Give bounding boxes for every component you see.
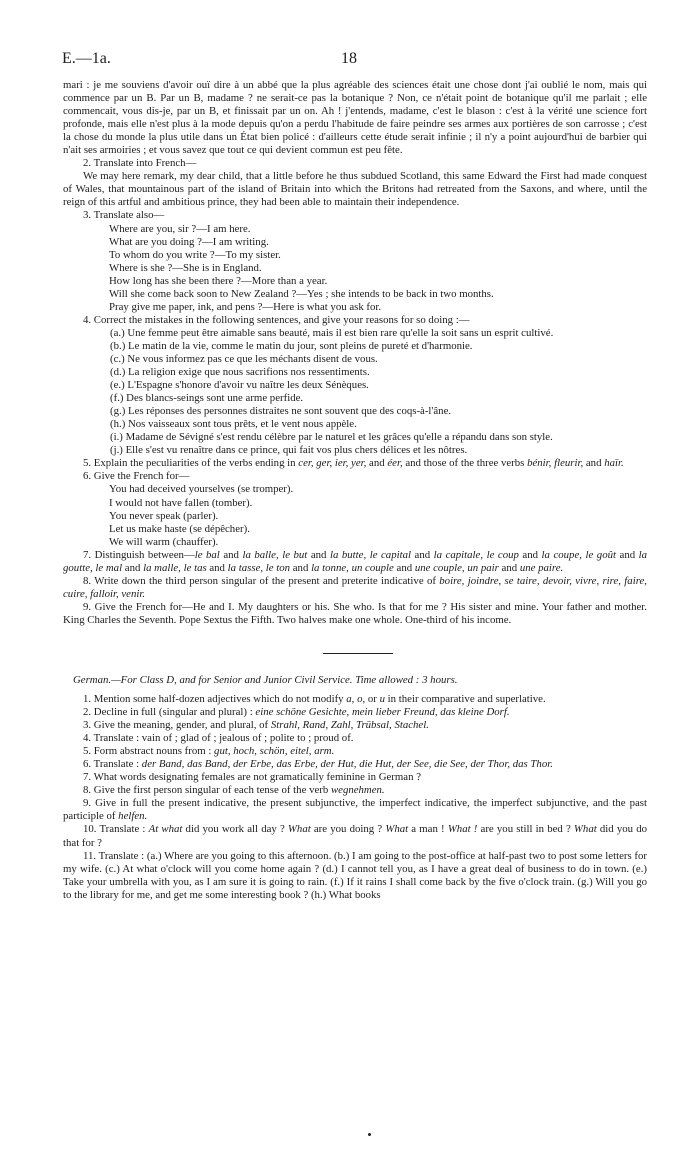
q7-term: la malle, (143, 561, 181, 574)
german-q10-text: a man ! (408, 823, 448, 836)
q8-text: 8. Write down the third person singular of the present and preterite indicative of (83, 574, 440, 587)
q7-term: le ton (265, 561, 291, 574)
q7-and: and (219, 548, 243, 561)
q3-line: Where is she ?—She is in England. (109, 261, 262, 274)
q7-term: une paire. (519, 561, 564, 574)
german-q6-words: der Band, das Band, der Erbe, das Erbe, der Hut, die Hut, der See, die See, der Thor, das Thor. (141, 758, 553, 771)
german-q6-text: 6. Translate : (83, 758, 142, 771)
q7 (63, 549, 647, 575)
german-q1 (63, 693, 647, 706)
vowel-a: a (346, 693, 352, 706)
german-section-heading: German.—For Class D, and for Senior and Junior Civil Service. Time allowed : 3 hours. (73, 673, 458, 686)
q6-line: You had deceived yourselves (se tromper). (109, 483, 294, 496)
french-q1-continuation: mari : je me souviens d'avoir ouï dire à un abbé que la plus agréable des sciences était une chose dont j'ai oublié le nom, mais qui commence par un B. Par un B, madame ? ne serait-ce pas la botanique ? Non, ce n'était point de botanique qu'il me parlait ; elle commencait, vous dis-je, par un B, et finissait par un on. Ah ! j'entends, madame, c'est le blason : c'est à la vérité une science fort profonde, mais elle n'est plus à la mode depuis qu'on a perdu l'habitude de faire peindre ses armes aux portières de son carrosse ; c'est la chose du monde la plus utile dans un État bien policé : d'ailleurs cette étude serait infinie ; il n'y a point aujourd'hui de barbier qui n'ait ses armoiries ; et vous savez que tout ce qui devient commun est peu fête. (63, 79, 647, 157)
q5-text: and (583, 457, 605, 470)
q7-and: and (307, 548, 330, 561)
q7-and: and (518, 548, 542, 561)
q4-item: (h.) Nos vaisseaux sont tous prêts, et le vent nous appèle. (110, 418, 357, 431)
german-q5-words: gut, hoch, schön, eitel, arm. (214, 745, 335, 758)
german-q2-phrase: eine schöne Gesichte, mein lieber Freund, das kleine Dorf. (255, 706, 510, 719)
german-q9-text: 9. Give in full the present indicative, the present subjunctive, the imperfect indicative, the imperfect subjunctive, and the past participle of (63, 797, 647, 823)
german-q10-text: did you do that for ? (63, 823, 648, 849)
q7-lead: 7. Distinguish between— (83, 548, 195, 561)
q7-and: and (411, 548, 434, 561)
q4-items (63, 327, 647, 457)
q4-heading: 4. Correct the mistakes in the following sentences, and give your reasons for so doing :— (83, 313, 470, 326)
q4-item: (b.) Le matin de la vie, comme le matin du jour, sont pleins de pureté et d'harmonie. (110, 339, 473, 352)
q7-term: la capitale, (433, 548, 484, 561)
q9: 9. Give the French for—He and I. My daughters or his. She who. Is that for me ? His sister and mine. Your father and mother. King Charles the Seventh. Pope Sextus the Fifth. Two halves make one whole. One-third of his income. (63, 600, 647, 626)
german-q11: 11. Translate : (a.) Where are you going to this afternoon. (b.) I am going to the post-office at half-past two to post some letters for my wife. (c.) At what o'clock will you come home again ? (d.) I cannot tell you, as I have a great deal of business to do in town. (e.) Take your umbrella with you, as I am sure it is going to rain. (f.) If it rains I shall come back by the five o'clock train. (g.) Will you go to the library for me, and get me some interesting book ? (h.) What books (63, 849, 647, 901)
german-q10-lead: 10. Translate : (83, 823, 149, 836)
q7-and: and (393, 561, 415, 574)
q7-term: le tas (183, 561, 207, 574)
q4-item: (d.) La religion exige que nous sacrifions nos ressentiments. (110, 366, 370, 379)
german-q10-emphasis: What ! (447, 823, 478, 836)
q5-verbs: bénir, fleurir, (527, 457, 584, 470)
q7-term: un couple (351, 561, 394, 574)
q7-term: le bal (194, 548, 220, 561)
q3-line: To whom do you write ?—To my sister. (109, 248, 281, 261)
q3-line: Will she come back soon to New Zealand ?—Yes ; she intends to be back in two months. (109, 287, 494, 300)
german-q5-text: 5. Form abstract nouns from : (83, 745, 215, 758)
q7-term: un pair (467, 561, 499, 574)
q7-term: le capital (369, 548, 412, 561)
vowel-o: o (357, 693, 363, 706)
q7-and: and (616, 548, 639, 561)
q7-term: la tonne, (311, 561, 349, 574)
q4-item: (f.) Des blancs-seings sont une arme perfide. (110, 392, 304, 405)
german-q6 (63, 758, 647, 771)
q6-line: Let us make haste (se dépêcher). (109, 522, 250, 535)
german-q4: 4. Translate : vain of ; glad of ; jealous of ; polite to ; proud of. (83, 732, 354, 745)
q7-term: une couple, (414, 561, 465, 574)
q7-term: la butte, (329, 548, 367, 561)
german-q8 (63, 784, 647, 797)
q4-item: (a.) Une femme peut être aimable sans beauté, mais il est bien rare qu'elle la soit sans un esprit cultivé. (110, 326, 554, 339)
q8-verbs: boire, joindre, se taire, devoir, vivre, rire, faire, cuire, falloir, venir. (63, 574, 647, 600)
q7-and: and (498, 561, 520, 574)
german-q1-text: 1. Mention some half-dozen adjectives which do not modify (83, 693, 347, 706)
page-footer-dot (368, 1133, 371, 1136)
q7-term: le coup (486, 548, 519, 561)
german-q10-emphasis: What (385, 823, 409, 836)
q5-ending: éer, (387, 457, 403, 470)
q7-term: le but (282, 548, 308, 561)
q7-term: le mal (95, 561, 123, 574)
q7-term: le goût (585, 548, 616, 561)
q7-term: la balle, (242, 548, 279, 561)
q4-item: (i.) Madame de Sévigné s'est rendu célèbre par le naturel et les grâces qu'elle a répandu dans son style. (110, 431, 553, 444)
q5-text: and (366, 457, 388, 470)
german-q8-text: 8. Give the first person singular of each tense of the verb (83, 784, 331, 797)
german-q9-verb: helfen. (118, 810, 148, 823)
q7-term: la coupe, (541, 548, 582, 561)
q6-line: I would not have fallen (tomber). (109, 496, 253, 509)
q5-verb: haïr. (604, 457, 624, 470)
exam-text (63, 79, 647, 902)
q7-and: and (122, 561, 144, 574)
german-q10 (63, 823, 647, 849)
q7-term: la goutte, (63, 548, 648, 574)
section-divider (323, 653, 393, 654)
q3-line: Where are you, sir ?—I am here. (109, 222, 251, 235)
german-q3-text: 3. Give the meaning, gender, and plural, of (83, 719, 271, 732)
q7-and: and (206, 561, 228, 574)
german-q5 (63, 745, 647, 758)
q7-and: and (290, 561, 312, 574)
q3-lines (63, 223, 647, 314)
page-number: 18 (341, 50, 357, 67)
german-q10-text: did you work all day ? (182, 823, 288, 836)
german-q10-emphasis: At what (148, 823, 183, 836)
q3-line: What are you doing ?—I am writing. (109, 235, 269, 248)
german-q1-text: in their comparative and superlative. (384, 693, 546, 706)
german-q10-text: are you doing ? (310, 823, 386, 836)
german-q2-text: 2. Decline in full (singular and plural) : (83, 706, 256, 719)
document-reference: E.—1a. (62, 50, 111, 67)
german-q10-text: are you still in bed ? (477, 823, 574, 836)
q6-lines (63, 483, 647, 548)
q3-line: How long has she been there ?—More than a year. (109, 274, 328, 287)
german-q8-verb: wegnehmen. (330, 784, 385, 797)
german-q9 (63, 797, 647, 823)
german-q3-words: Strahl, Rand, Zahl, Trübsal, Stachel. (270, 719, 429, 732)
q5-endings: cer, ger, ier, yer, (298, 457, 367, 470)
q6-heading: 6. Give the French for— (83, 470, 190, 483)
q4-item: (c.) Ne vous informez pas ce que les méchants disent de vous. (110, 352, 378, 365)
q4-item: (e.) L'Espagne s'honore d'avoir vu naître les deux Sénèques. (110, 379, 369, 392)
german-q2 (63, 706, 647, 719)
q2-text: We may here remark, my dear child, that a little before he thus subdued Scotland, this same Edward the First had made conquest of Wales, that mountainous part of the island of Britain into which the Britons had retreated from the Saxons, and where, until the reign of this artful and ambitious prince, they had been able to maintain their independence. (63, 170, 647, 209)
q6-line: You never speak (parler). (109, 509, 219, 522)
german-q7: 7. What words designating females are not gramatically feminine in German ? (83, 771, 421, 784)
q5 (63, 457, 647, 470)
q6-line: We will warm (chauffer). (109, 535, 219, 548)
german-q10-emphasis: What (573, 823, 597, 836)
q5-text: 5. Explain the peculiarities of the verbs ending in (83, 457, 299, 470)
german-q1-text: , (351, 693, 358, 706)
q2-heading: 2. Translate into French— (83, 157, 197, 170)
german-q3 (63, 719, 647, 732)
q4-item: (g.) Les réponses des personnes distraites ne sont souvent que des coqs-à-l'âne. (110, 405, 452, 418)
q5-text: and those of the three verbs (402, 457, 528, 470)
q8 (63, 575, 647, 601)
q4-item: (j.) Elle s'est vu renaître dans ce prince, qui fait vos plus chers délices et les nôtres. (110, 444, 468, 457)
vowel-u: u (379, 693, 385, 706)
q3-heading: 3. Translate also— (83, 209, 165, 222)
german-q1-text: , or (362, 693, 380, 706)
q3-line: Pray give me paper, ink, and pens ?—Here is what you ask for. (109, 300, 382, 313)
german-q10-emphasis: What (287, 823, 311, 836)
q7-term: la tasse, (227, 561, 264, 574)
